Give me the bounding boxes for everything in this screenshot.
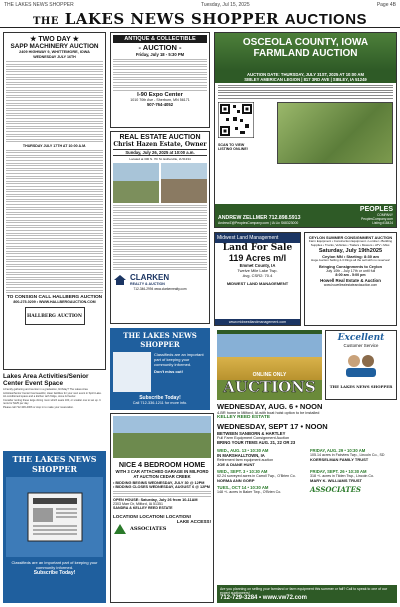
hallberg-logo-text: HALLBERG AUCTION	[27, 313, 82, 319]
event-3-text: 62.24 surveyed acres in Carroll Twp., O'Brien Co.	[217, 474, 296, 478]
midwest-site[interactable]: www.midwestlandmanagement.com	[215, 319, 300, 325]
house-sub: WITH 3 CAR ATTACHED GARAGE IN MILFORD	[115, 469, 209, 474]
osceola-aerial-map	[277, 102, 393, 164]
house-listing-text	[113, 491, 211, 497]
newspaper-icon	[20, 487, 90, 547]
house-photo-2	[161, 163, 207, 203]
peoples-logo	[360, 206, 393, 225]
excellent-image	[328, 351, 394, 384]
masthead	[0, 10, 400, 28]
ceylon-bring: Bringing Consignments to Ceylon	[319, 263, 382, 269]
online-logo-text: ASSOCIATES	[310, 485, 361, 494]
paper-name: THE LAKES NEWS SHOPPER	[4, 2, 74, 8]
midwest-land-ad	[214, 232, 301, 326]
promo-mid-name: LAKES NEWS SHOPPER	[140, 331, 197, 349]
sapp-date-1: WEDNESDAY JULY 16TH	[33, 55, 76, 59]
event-2-date: FRIDAY, AUG. 29 • 10:30 AM	[310, 448, 366, 453]
house-photo-1	[113, 163, 159, 203]
online-event-1	[217, 448, 304, 467]
promo-left-name: LAKES NEWS SHOPPER	[31, 454, 97, 474]
ceylon-date: Saturday, July 19th2025	[318, 248, 383, 255]
sapp-title: SAPP MACHINERY AUCTION	[10, 43, 99, 50]
online-line-4: BRING YOUR ITEMS AUG. 21, 22 OR 23	[217, 440, 296, 445]
osceola-date-bar	[215, 71, 396, 83]
online-footer-phone[interactable]: 712-729-3284 • www.vw72.com	[220, 595, 307, 601]
osceola-media	[215, 100, 396, 166]
online-event-5	[217, 485, 304, 494]
ceylon-items: Farm Equipment • Construction Equipment • Lumber • Building Supplies • Trucks, Vehicles • Trailers • Mowers • ATV • Misc.	[308, 239, 393, 247]
osceola-footer-row	[218, 206, 393, 225]
excellent-brand: THE LAKES NEWS SHOPPER	[329, 384, 393, 389]
promo-mid-the: THE	[123, 331, 141, 340]
promo-left-image	[6, 477, 103, 557]
house-title: NICE 4 BEDROOM HOME	[118, 460, 206, 469]
house-bid-closes: • BIDDING CLOSES WEDNESDAY, AUGUST 6 @ 12PM	[113, 485, 210, 489]
excellent-service-ad	[325, 330, 397, 400]
promo-mid-text	[154, 352, 207, 392]
osceola-sub: FARMLAND AUCTION	[253, 48, 358, 59]
online-event-grid	[217, 448, 397, 494]
clarken-name: CLARKEN	[130, 273, 170, 283]
qr-code-icon[interactable]	[218, 102, 254, 138]
online-line-3: Full Farm Equipment Consignment Auction	[217, 436, 290, 440]
event-2-name: KOERSELMAN FAMILY TRUST	[310, 457, 369, 462]
promo-left-the: THE	[12, 454, 33, 464]
ceylon-time: Ceylon MN • Starting: 8:30 am	[322, 254, 379, 260]
page-header-line	[0, 0, 400, 10]
clarken-sub: REALTY & AUCTION	[130, 282, 165, 287]
promo-mid-title	[113, 331, 207, 349]
midwest-csr: Avg. CSR2: 70.4	[242, 273, 273, 278]
sapp-address: 2409 HIGHWAY 9, WHITTEMORE, IOWA	[19, 50, 90, 54]
online-line-1: 4-BR home in Milford, IA with boat hoist option to be installed	[217, 411, 320, 415]
excellent-sub: Customer Service	[343, 343, 379, 348]
midwest-top: Midwest Land Management	[215, 233, 300, 243]
house-auction-ad	[110, 413, 214, 603]
osceola-footer	[215, 204, 396, 227]
realestate-listing-text	[113, 205, 207, 271]
house-sub2: AT AUCTION CEDAR CREEK	[133, 474, 191, 479]
midwest-logo: MIDWEST LAND MANAGEMENT	[226, 281, 289, 286]
ceylon-firm: Howell Real Estate & Auction	[320, 277, 381, 283]
event-4-date: FRIDAY, SEPT. 26 • 10:30 AM	[310, 469, 367, 474]
house-photo	[113, 416, 211, 458]
associates-logo-icon	[113, 523, 127, 535]
event-5-text: 148 +/- acres in Baker Twp., O'Brien Co.	[217, 490, 282, 494]
house-loc: LOCATION! LOCATION! LOCATION!	[113, 514, 192, 520]
online-auctions-heading	[217, 372, 322, 400]
online-line-2: BETWEEN SANBORN & HARTLEY	[217, 431, 286, 436]
house-firm-logo	[113, 523, 177, 535]
midwest-title: Land For Sale	[222, 243, 293, 253]
lakes-area-activities	[3, 373, 106, 448]
lakes-area-title: Lakes Area Activities/Senior Center Event Space	[3, 373, 89, 388]
realestate-location: Located at 300 N. 7th St. Estherville, IA 51334	[129, 157, 191, 161]
house-address: 2303 Marr Dr, Milford, IA 51351	[113, 502, 163, 507]
promo-mid-l2: Don't miss out!	[154, 369, 183, 374]
event-3-date: WED., SEPT. 3 • 10:30 AM	[217, 469, 268, 474]
ceylon-hint: Huge Auction Selling 2-3 Rings all the sell with no reserves!	[310, 258, 391, 263]
house-bid-begins: • BIDDING BEGINS WEDNESDAY, JULY 30 @ 12PM	[113, 481, 205, 485]
peoples-site[interactable]: PeoplesCompany.com	[361, 217, 393, 221]
antique-address: 1010 70th Ave - Sherburn, MN 56171	[130, 98, 190, 103]
antique-venue: I-90 Expo Center	[137, 92, 183, 99]
osceola-agent: ANDREW ZELLMER 712.898.5913	[218, 215, 301, 221]
event-1-text: Retirement farm equipment auction	[217, 458, 274, 462]
antique-listing-text	[113, 59, 207, 91]
osceola-email: AndrewZ@PeoplesCompany.com | IA Lic S68323000	[218, 221, 299, 225]
osceola-listing-text	[215, 85, 396, 99]
clarken-contact	[113, 287, 207, 291]
antique-phone: 507-764-4052	[146, 102, 174, 108]
osceola-scan-1: SCAN TO VIEW	[218, 143, 245, 148]
event-3-name: NORMA ANN GORP	[217, 478, 255, 483]
sapp-auction-ad	[3, 32, 106, 370]
promo-mid-image	[113, 352, 151, 392]
online-footer-text: Are you planning on selling your farmland or farm equipment this summer or fall? Call to speak to one of our expert auctioneers!	[220, 587, 388, 595]
osceola-banner	[215, 33, 396, 71]
lakes-area-p1: A Family gathering and reunion in a graduation, birthday? The Lakes Area Activities/Senior Center has beautiful, clean facilities for your next event in Spirit Lake. Air-conditioned space and a kitchen with fridge, stove & freezer.	[3, 388, 102, 398]
sapp-consign-contact: 800-275-0209 • WWW.HALLBERGAUCTION.COM	[13, 300, 96, 305]
house-lake-access: LAKE ACCESS!	[176, 519, 211, 525]
osceola-qr-block	[218, 102, 274, 164]
handshake-icon	[341, 351, 381, 379]
realestate-title: REAL ESTATE AUCTION	[119, 134, 201, 141]
online-date-2: WEDNESDAY, SEPT 17 • NOON	[217, 422, 328, 431]
peoples-sub: COMPANY	[377, 213, 393, 217]
lakes-area-p2: Consider renting these large dining room which seats 100, or smaller one to set up. It rents for $125 per day.	[3, 398, 101, 405]
real-estate-auction-ad	[110, 131, 210, 324]
midwest-twp: Twelve Mile Lake Twp.	[237, 268, 278, 273]
online-auctions-list	[217, 402, 397, 603]
house-location-tagline	[113, 514, 211, 525]
clarken-phone: 712-346-2994	[133, 287, 154, 292]
peoples-listing: Listing #18424	[372, 221, 393, 225]
house-logo-icon	[113, 274, 127, 286]
masthead-the: THE	[32, 16, 59, 27]
osceola-date: AUCTION DATE: THURSDAY, JULY 31ST, 2025 AT 10:00 AM	[247, 72, 364, 77]
event-4-name: MARY K. WILLIAMS TRUST	[310, 478, 362, 483]
sapp-listing-text-1	[6, 61, 103, 142]
promo-mid-body	[113, 352, 207, 392]
sapp-date-2: THURSDAY JULY 17TH AT 10:00 A.M.	[22, 144, 87, 148]
event-1-date: WED., AUG. 13 • 10:30 AM	[217, 448, 269, 453]
event-1-name: JOE & DIANE HUNT	[217, 462, 255, 467]
promo-mid-subscribe: Subscribe Today!	[139, 395, 181, 401]
ceylon-site[interactable]: www.howellrealestateandauction.com	[323, 282, 378, 287]
house-sellers: SANDRA & KELLEY REED ESTATE	[113, 506, 173, 511]
peoples-brand: PEOPLES	[359, 206, 393, 213]
house-open-house: OPEN HOUSE: Saturday, July 26 from 10-11AM	[113, 498, 198, 503]
online-event-3	[217, 469, 304, 483]
ceylon-bring-dates: July 10th - July 17th or until full	[325, 268, 376, 273]
lakes-area-p3: Please call 712-336-4006 or stop in to make your reservation.	[3, 405, 74, 409]
online-date-1: WEDNESDAY, AUG. 6 • NOON	[217, 402, 323, 411]
promo-left-line1: Classifieds are an important part of keeping your community informed.	[11, 560, 98, 570]
masthead-section: AUCTIONS	[284, 11, 368, 28]
page-number: Page 4B	[376, 2, 396, 8]
event-4-text: 318 +/- acres in Tilden Twp., Lincoln Co.	[310, 474, 374, 478]
osceola-scan-2: LISTING ONLINE!	[218, 147, 248, 152]
event-2-text: 105.14 acres in Fairview Twp., Lincoln Co., SD	[310, 453, 385, 457]
sapp-listing-text-2	[6, 150, 103, 294]
online-name-1: KELLEY REED ESTATE	[217, 415, 271, 420]
online-event-4	[310, 469, 397, 483]
online-event-logo	[310, 485, 397, 494]
ceylon-title: CEYLON SUMMER CONSIGNMENT AUCTION	[308, 235, 393, 240]
online-big: AUCTIONS	[223, 378, 316, 396]
realestate-date: Sunday, July 26, 2025 at 10:00 a.m.	[113, 149, 207, 156]
event-1-place: IN MARSHALLTOWN, IA	[217, 453, 265, 458]
excellent-title: Excellent	[337, 333, 385, 343]
antique-auction-ad	[110, 32, 210, 128]
hallberg-logo	[25, 307, 85, 325]
promo-left-line2: Subscribe Today!	[33, 570, 76, 576]
antique-sub: - AUCTION -	[138, 43, 182, 52]
masthead-title: LAKES NEWS SHOPPER	[64, 10, 279, 28]
ceylon-hours: 8:00 am - 5:00 pm	[335, 272, 366, 277]
midwest-acres: 119 Acres m/l	[228, 253, 287, 263]
house-firm-name: ASSOCIATES	[130, 526, 167, 533]
osceola-title: OSCEOLA COUNTY, IOWA	[242, 37, 369, 48]
sapp-consign-title: TO CONSIGN CALL HALLBERG AUCTION	[6, 295, 103, 301]
clarken-logo	[113, 273, 207, 286]
promo-mid-call: Call 712-336-1211 for more info.	[132, 401, 188, 405]
online-event-2	[310, 448, 397, 467]
antique-date: Friday, July 18 - 5:30 PM	[135, 52, 185, 57]
osceola-farmland-ad	[214, 32, 397, 228]
ceylon-auction-ad	[304, 232, 397, 326]
midwest-county: Emmet County, IA	[239, 263, 276, 268]
issue-date: Tuesday, Jul 15, 2025	[200, 2, 250, 8]
online-phrase: ONLINE ONLY	[252, 372, 287, 378]
sapp-two-day: ★ TWO DAY ★	[30, 36, 79, 43]
realestate-photos	[113, 163, 207, 203]
event-5-date: TUES., OCT 14 • 10:30 AM	[217, 485, 269, 490]
promo-mid-l1: Classifieds are an important part of keeping your community informed.	[154, 352, 204, 367]
antique-title: ANTIQUE & COLLECTIBLE	[113, 35, 207, 43]
osceola-location: SIBLEY AMERICAN LEGION | 817 3RD AVE | SIBLEY, IA 51249	[244, 77, 367, 82]
clarken-site: www.clarkenrealty.com	[154, 287, 187, 292]
shopper-promo-left	[3, 451, 106, 603]
shopper-promo-middle	[110, 328, 210, 410]
promo-left-title	[6, 454, 103, 474]
online-footer	[217, 585, 397, 603]
realestate-owner: Christ Hazen Estate, Owner	[113, 141, 207, 148]
